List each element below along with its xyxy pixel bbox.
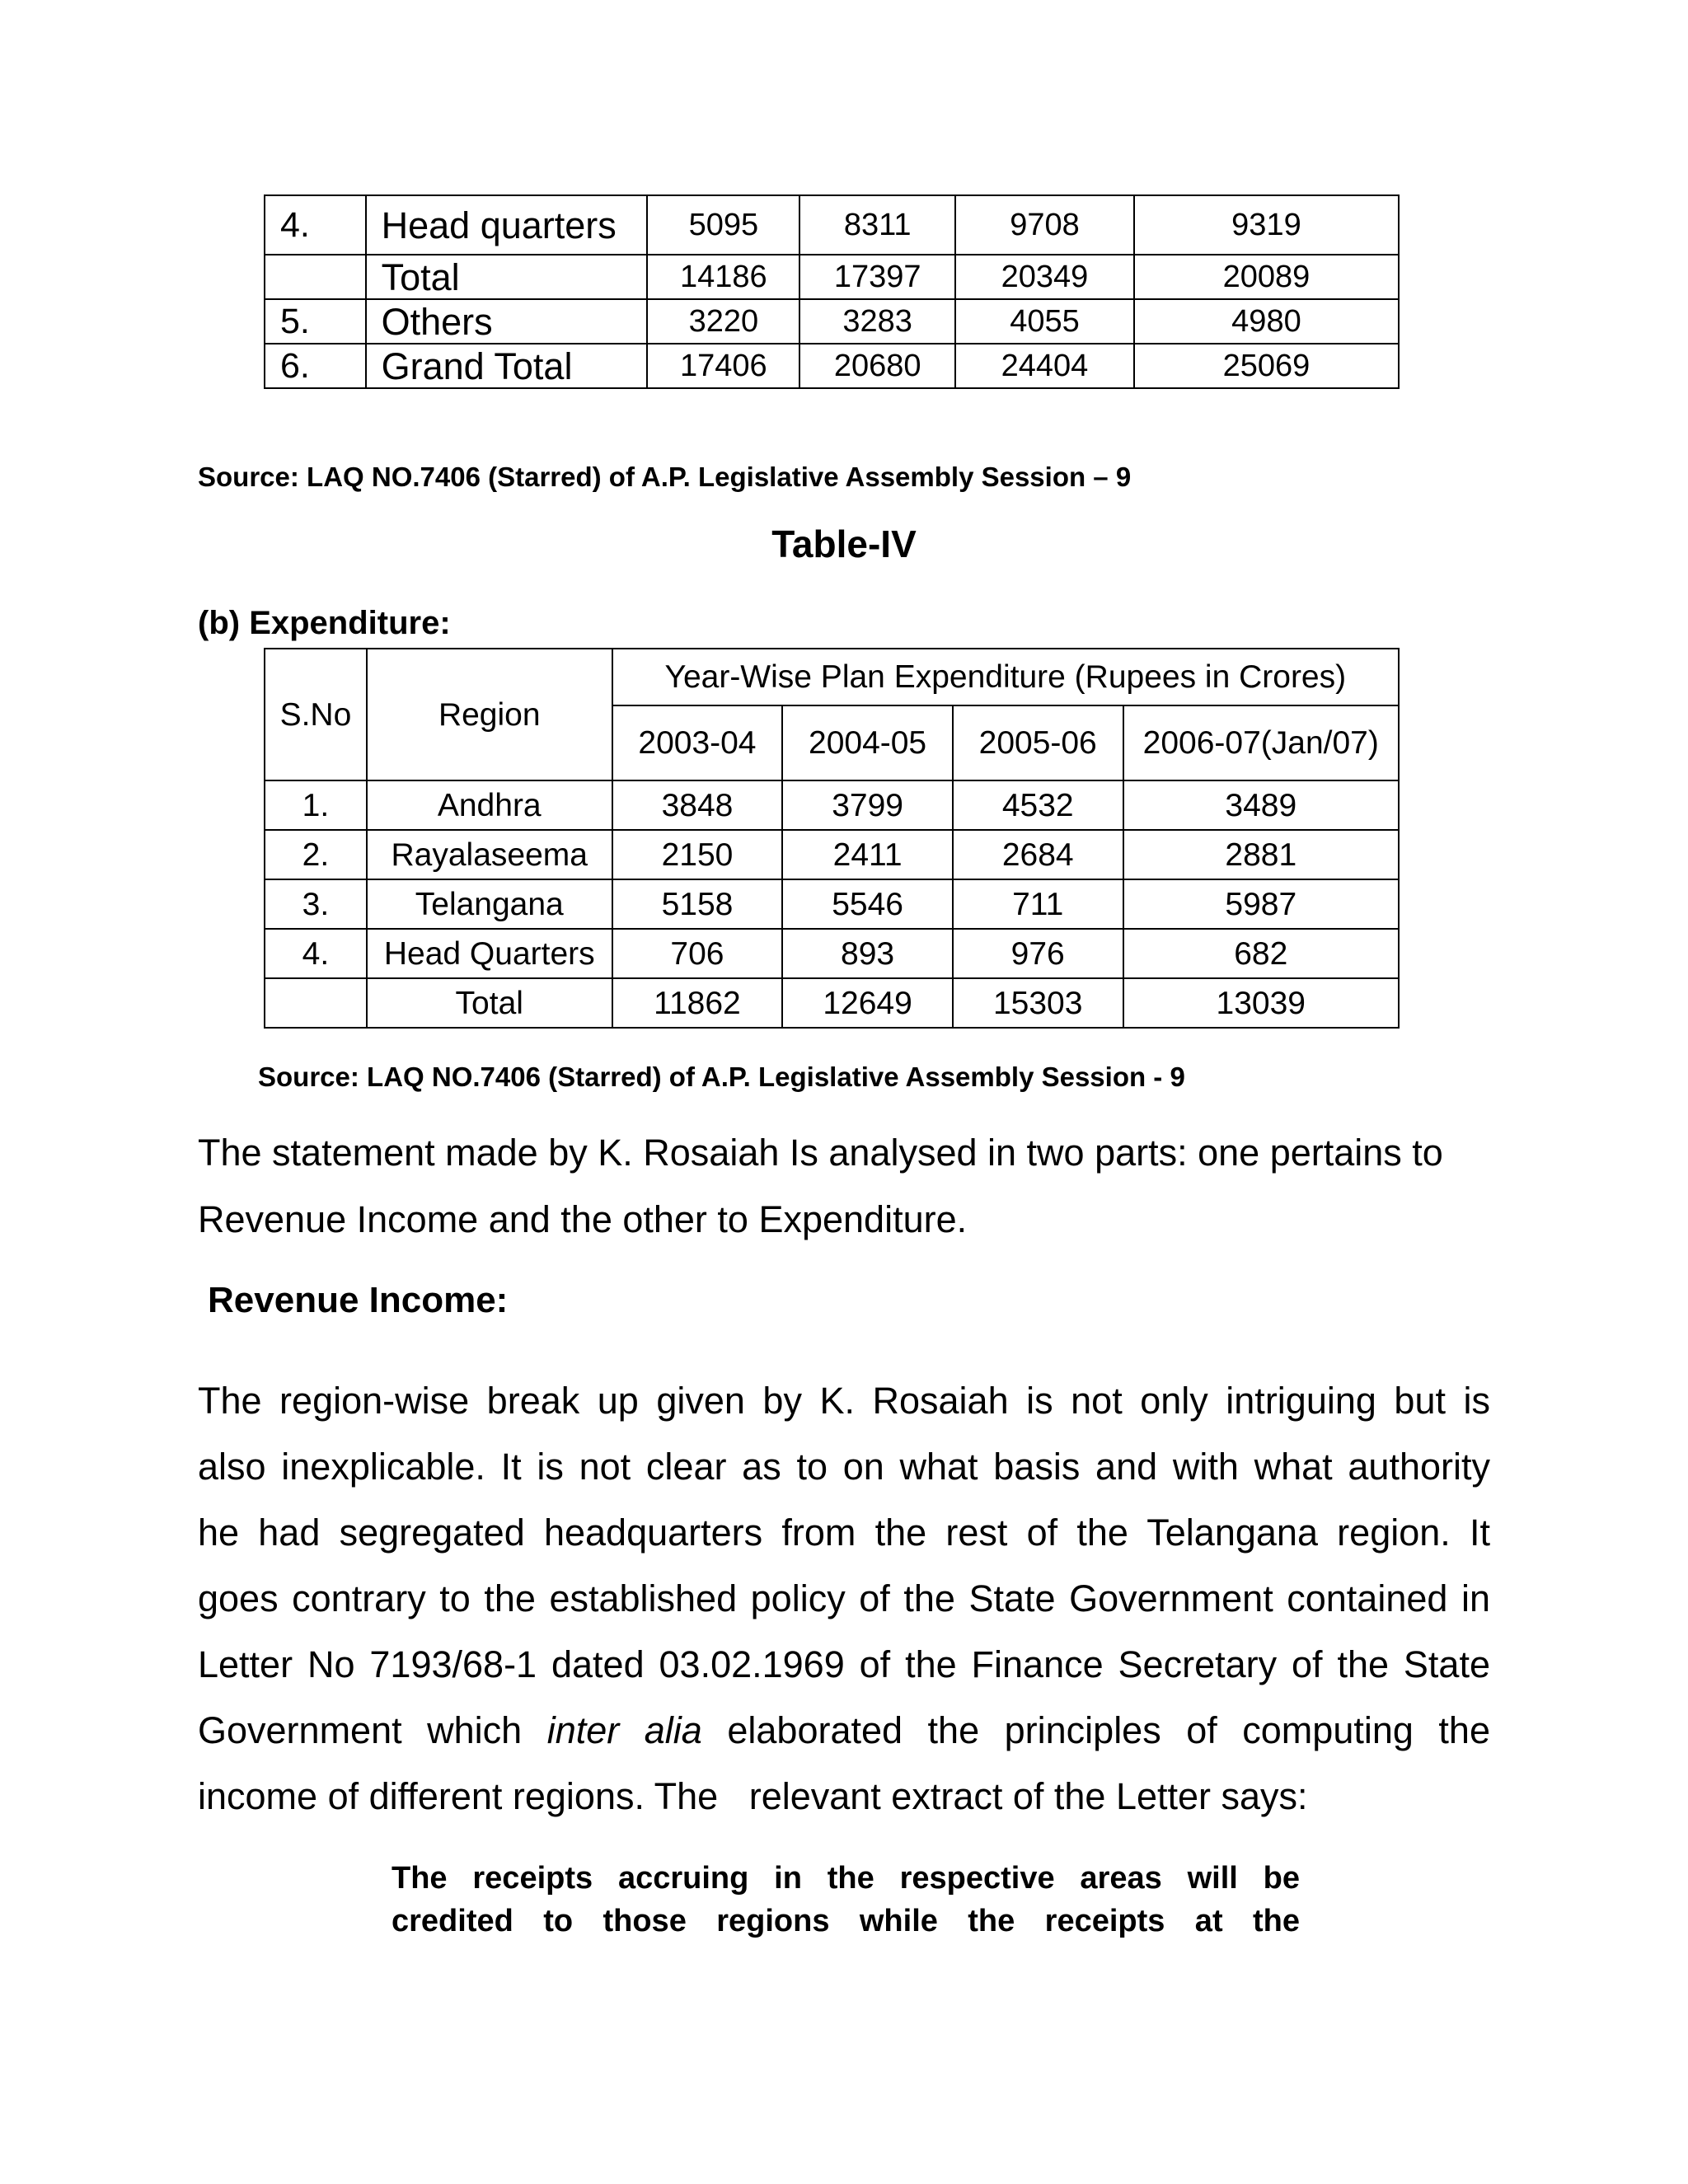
paragraph-line: also inexplicable. It is not clear as to on what basis and with what authority bbox=[198, 1446, 1490, 1488]
value-cell: 3848 bbox=[612, 780, 783, 830]
region-cell: Telangana bbox=[367, 879, 612, 929]
region-cell: Grand Total bbox=[366, 344, 648, 388]
paragraph-line: Letter No 7193/68-1 dated 03.02.1969 of the Finance Secretary of the State bbox=[198, 1643, 1490, 1685]
text-fragment: elaborated the principles of computing the bbox=[727, 1709, 1490, 1751]
sno-cell: 3. bbox=[265, 879, 367, 929]
value-cell: 5158 bbox=[612, 879, 783, 929]
value-cell: 976 bbox=[953, 929, 1123, 978]
value-cell: 2411 bbox=[782, 830, 953, 879]
value-cell: 2684 bbox=[953, 830, 1123, 879]
table-row bbox=[265, 344, 1399, 388]
sno-cell bbox=[265, 978, 367, 1028]
table-row bbox=[265, 195, 1399, 255]
sno-cell: 4. bbox=[265, 195, 366, 255]
value-cell: 5987 bbox=[1123, 879, 1399, 929]
value-cell: 4980 bbox=[1134, 299, 1399, 344]
value-cell: 3283 bbox=[799, 299, 955, 344]
value-cell: 2881 bbox=[1123, 830, 1399, 879]
table-row bbox=[265, 978, 1399, 1028]
value-cell: 682 bbox=[1123, 929, 1399, 978]
region-cell: Others bbox=[366, 299, 648, 344]
value-cell: 20349 bbox=[955, 255, 1134, 299]
sno-cell: 6. bbox=[265, 344, 366, 388]
table-title: Table-IV bbox=[771, 523, 917, 565]
revenue-table-continued bbox=[264, 194, 1400, 389]
quoted-extract bbox=[392, 1857, 1300, 1943]
region-cell: Head quarters bbox=[366, 195, 648, 255]
value-cell: 893 bbox=[782, 929, 953, 978]
value-cell: 25069 bbox=[1134, 344, 1399, 388]
value-cell: 5546 bbox=[782, 879, 953, 929]
table-row bbox=[265, 255, 1399, 299]
header-year: 2005-06 bbox=[953, 705, 1123, 780]
quote-line: credited to those regions while the receipts at the bbox=[392, 1904, 1300, 1938]
value-cell: 17397 bbox=[799, 255, 955, 299]
sno-cell: 4. bbox=[265, 929, 367, 978]
sno-cell bbox=[265, 255, 366, 299]
header-year: 2004-05 bbox=[782, 705, 953, 780]
italic-phrase: inter alia bbox=[546, 1709, 702, 1751]
subsection-heading: (b) Expenditure: bbox=[198, 605, 451, 641]
value-cell: 17406 bbox=[647, 344, 799, 388]
paragraph-line: Revenue Income and the other to Expenditure. bbox=[198, 1198, 968, 1240]
value-cell: 20089 bbox=[1134, 255, 1399, 299]
value-cell: 3220 bbox=[647, 299, 799, 344]
value-cell: 14186 bbox=[647, 255, 799, 299]
value-cell: 3489 bbox=[1123, 780, 1399, 830]
table-row bbox=[265, 780, 1399, 830]
paragraph-line: income of different regions. The relevant extract of the Letter says: bbox=[198, 1775, 1308, 1817]
header-year-span: Year-Wise Plan Expenditure (Rupees in Crores) bbox=[612, 649, 1399, 705]
expenditure-table bbox=[264, 648, 1400, 1029]
paragraph-line: The statement made by K. Rosaiah Is analysed in two parts: one pertains to bbox=[198, 1132, 1443, 1174]
region-cell: Total bbox=[366, 255, 648, 299]
region-cell: Head Quarters bbox=[367, 929, 612, 978]
paragraph-line: he had segregated headquarters from the rest of the Telangana region. It bbox=[198, 1511, 1490, 1554]
table-row bbox=[265, 830, 1399, 879]
value-cell: 711 bbox=[953, 879, 1123, 929]
intro-paragraph bbox=[198, 1119, 1492, 1253]
paragraph-line: goes contrary to the established policy of the State Government contained in bbox=[198, 1577, 1490, 1619]
table-row bbox=[265, 929, 1399, 978]
body-paragraph bbox=[198, 1368, 1490, 1830]
region-cell: Total bbox=[367, 978, 612, 1028]
sno-cell: 5. bbox=[265, 299, 366, 344]
value-cell: 2150 bbox=[612, 830, 783, 879]
sno-cell: 1. bbox=[265, 780, 367, 830]
header-sno: S.No bbox=[265, 649, 367, 780]
paragraph-line: The region-wise break up given by K. Rosaiah is not only intriguing but is bbox=[198, 1380, 1490, 1422]
value-cell: 4055 bbox=[955, 299, 1134, 344]
header-region: Region bbox=[367, 649, 612, 780]
value-cell: 3799 bbox=[782, 780, 953, 830]
text-fragment: Government which bbox=[198, 1709, 523, 1751]
table-row bbox=[265, 879, 1399, 929]
value-cell: 12649 bbox=[782, 978, 953, 1028]
value-cell: 706 bbox=[612, 929, 783, 978]
table-row bbox=[265, 299, 1399, 344]
source-note: Source: LAQ NO.7406 (Starred) of A.P. Legislative Assembly Session – 9 bbox=[198, 462, 1132, 492]
value-cell: 20680 bbox=[799, 344, 955, 388]
value-cell: 4532 bbox=[953, 780, 1123, 830]
region-cell: Andhra bbox=[367, 780, 612, 830]
quote-line: The receipts accruing in the respective areas will be bbox=[392, 1861, 1300, 1896]
value-cell: 5095 bbox=[647, 195, 799, 255]
value-cell: 15303 bbox=[953, 978, 1123, 1028]
header-year: 2003-04 bbox=[612, 705, 783, 780]
value-cell: 13039 bbox=[1123, 978, 1399, 1028]
value-cell: 11862 bbox=[612, 978, 783, 1028]
section-heading: Revenue Income: bbox=[208, 1280, 509, 1320]
paragraph-line bbox=[198, 1698, 1490, 1764]
source-note: Source: LAQ NO.7406 (Starred) of A.P. Legislative Assembly Session - 9 bbox=[258, 1062, 1185, 1092]
header-row bbox=[265, 649, 1399, 705]
value-cell: 9319 bbox=[1134, 195, 1399, 255]
value-cell: 8311 bbox=[799, 195, 955, 255]
value-cell: 9708 bbox=[955, 195, 1134, 255]
value-cell: 24404 bbox=[955, 344, 1134, 388]
region-cell: Rayalaseema bbox=[367, 830, 612, 879]
header-year: 2006-07(Jan/07) bbox=[1123, 705, 1399, 780]
sno-cell: 2. bbox=[265, 830, 367, 879]
